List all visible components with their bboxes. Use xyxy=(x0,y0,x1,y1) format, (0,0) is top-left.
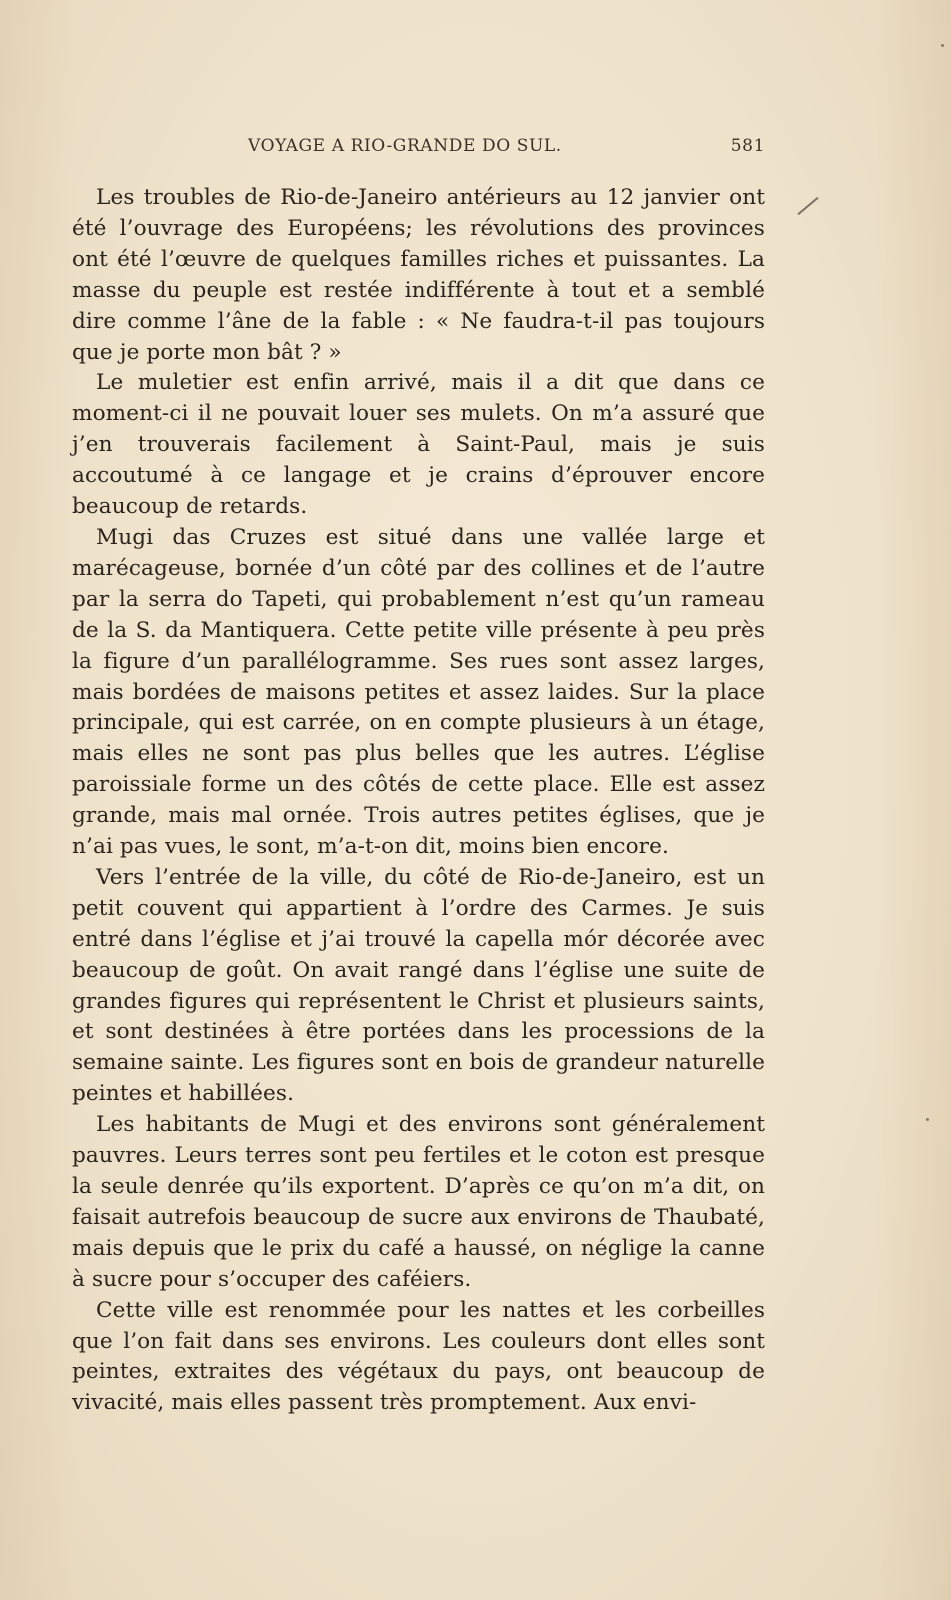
pencil-mark xyxy=(797,197,818,215)
paragraph: Cette ville est renommée pour les nattes et les corbeilles que l’on fait dans ses environs. Les couleurs dont elles sont peintes, extraites des végétaux du pays, ont beaucoup de vivacité, mais elles passent très promptement. Aux envi- xyxy=(72,1297,765,1416)
paper-speck xyxy=(926,1118,929,1121)
paragraph: Le muletier est enfin arrivé, mais il a dit que dans ce moment-ci il ne pouvait louer ses mulets. On m’a assuré que j’en trouverais facilement à Saint-Paul, mais je suis accoutumé à ce langage et je crains d’éprouver encore beaucoup de retards. xyxy=(72,370,765,520)
paragraph: Les troubles de Rio-de-Janeiro antérieurs au 12 janvier ont été l’ouvrage des Européens; les révolutions des provinces ont été l’œuvre de quelques familles riches et puissantes. La masse du peuple est restée indifférente à tout et a semblé dire comme l’âne de la fable : « Ne faudra-t-il pas toujours que je porte mon bât ? » xyxy=(72,185,765,365)
running-title: VOYAGE A RIO-GRANDE DO SUL. xyxy=(248,136,562,156)
body-text xyxy=(72,183,765,1419)
running-header xyxy=(72,136,765,160)
paragraph: Vers l’entrée de la ville, du côté de Rio-de-Janeiro, est un petit couvent qui appartient à l’ordre des Carmes. Je suis entré dans l’église et j’ai trouvé la capella mór décorée avec beaucoup de goût. On avait rangé dans l’église une suite de grandes figures qui représentent le Christ et plusieurs saints, et sont destinées à être portées dans les processions de la semaine sainte. Les figures sont en bois de grandeur naturelle peintes et habillées. xyxy=(72,864,765,1107)
paragraph: Mugi das Cruzes est situé dans une vallée large et marécageuse, bornée d’un côté par des collines et de l’autre par la serra do Tapeti, qui probablement n’est qu’un rameau de la S. da Mantiquera. Cette petite ville présente à peu près la figure d’un parallélogramme. Ses rues sont assez larges, mais bordées de maisons petites et assez laides. Sur la place principale, qui est carrée, on en compte plusieurs à un étage, mais elles ne sont pas plus belles que les autres. L’église paroissiale forme un des côtés de cette place. Elle est assez grande, mais mal ornée. Trois autres petites églises, que je n’ai pas vues, le sont, m’a-t-on dit, moins bien encore. xyxy=(72,524,765,860)
paper-speck xyxy=(941,44,944,47)
paragraph: Les habitants de Mugi et des environs sont généralement pauvres. Leurs terres sont peu fertiles et le coton est presque la seule denrée qu’ils exportent. D’après ce qu’on m’a dit, on faisait autrefois beaucoup de sucre aux environs de Thaubaté, mais depuis que le prix du café a haussé, on néglige la canne à sucre pour s’occuper des caféiers. xyxy=(72,1112,765,1292)
page-number: 581 xyxy=(730,136,765,156)
